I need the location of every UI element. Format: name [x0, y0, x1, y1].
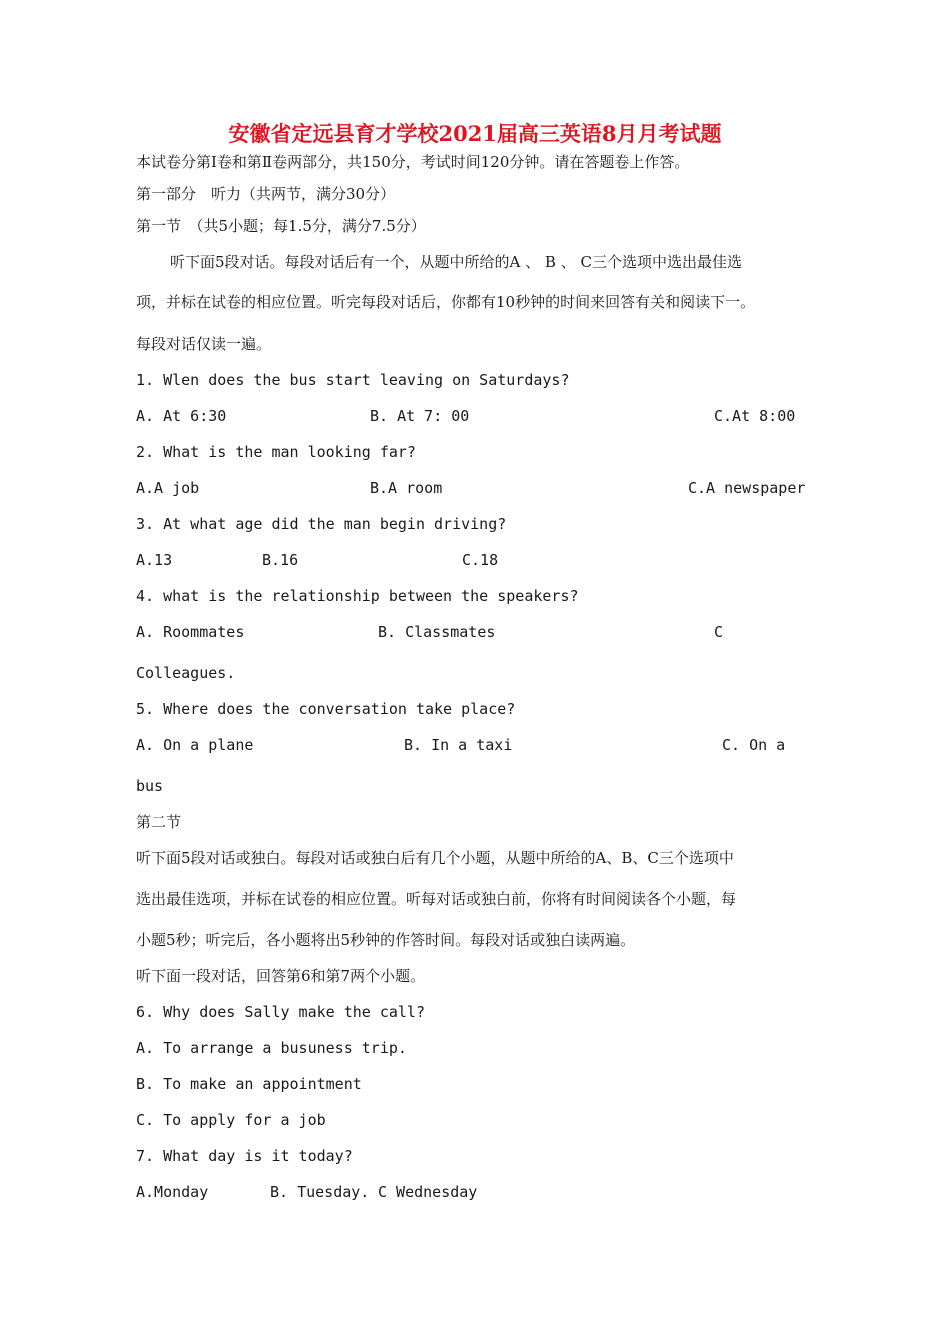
section-one-heading: 第一节 （共5小题；每1.5分，满分7.5分） [136, 217, 426, 235]
question-1-option-c: C.At 8:00 [714, 407, 796, 425]
question-1-option-b: B. At 7: 00 [370, 407, 470, 425]
section-two-instruction-line: 选出最佳选项，并标在试卷的相应位置。听每对话或独白前，你将有时间阅读各个小题，每 [136, 890, 737, 908]
question-6-option-b: B. To make an appointment [136, 1075, 362, 1093]
question-1-option-a: A. At 6:30 [136, 407, 227, 425]
question-3-option-a: A.13 [136, 551, 173, 569]
question-7-stem: 7. What day is it today? [136, 1147, 353, 1165]
question-3-stem: 3. At what age did the man begin driving? [136, 515, 507, 533]
question-4-option-c-label: C [714, 623, 724, 641]
question-2-option-c: C.A newspaper [688, 479, 806, 497]
exam-intro: 本试卷分第Ⅰ卷和第Ⅱ卷两部分，共150分，考试时间120分钟。请在答题卷上作答。 [136, 153, 690, 171]
question-7-option-c: C Wednesday [378, 1183, 478, 1201]
question-5-option-c: C. On a [722, 736, 786, 754]
document-title: 安徽省定远县育才学校2021届高三英语8月月考试题 [228, 121, 722, 146]
question-5-option-c-continued: bus [136, 777, 164, 795]
question-1-stem: 1. Wlen does the bus start leaving on Saturdays? [136, 371, 570, 389]
question-6-option-a: A. To arrange a busuness trip. [136, 1039, 407, 1057]
question-3-option-b: B.16 [262, 551, 299, 569]
question-4-option-c-text: Colleagues. [136, 664, 236, 682]
question-2-option-b: B.A room [370, 479, 443, 497]
part-one-heading: 第一部分 听力（共两节，满分30分） [136, 185, 396, 203]
section-two-heading: 第二节 [136, 813, 182, 831]
question-4-option-b: B. Classmates [378, 623, 496, 641]
question-6-stem: 6. Why does Sally make the call? [136, 1003, 425, 1021]
question-7-option-b: B. Tuesday. [270, 1183, 370, 1201]
question-7-option-a: A.Monday [136, 1183, 209, 1201]
question-5-option-b: B. In a taxi [404, 736, 513, 754]
section-one-instruction-line: 项，并标在试卷的相应位置。听完每段对话后，你都有10秒钟的时间来回答有关和阅读下一。 [136, 293, 756, 311]
question-3-option-c: C.18 [462, 551, 499, 569]
question-2-stem: 2. What is the man looking far? [136, 443, 416, 461]
question-2-option-a: A.A job [136, 479, 200, 497]
section-two-instruction-line: 听下面5段对话或独白。每段对话或独白后有几个小题，从题中所给的A、B、C三个选项中 [136, 849, 734, 867]
section-two-instruction-line: 小题5秒；听完后，各小题将出5秒钟的作答时间。每段对话或独白读两遍。 [136, 931, 636, 949]
question-5-option-a: A. On a plane [136, 736, 254, 754]
question-5-stem: 5. Where does the conversation take place? [136, 700, 516, 718]
dialogue-intro: 听下面一段对话，回答第6和第7两个小题。 [136, 967, 426, 985]
section-one-instruction-line: 听下面5段对话。每段对话后有一个，从题中所给的A 、 B 、 C三个选项中选出最佳选 [170, 253, 742, 271]
question-6-option-c: C. To apply for a job [136, 1111, 326, 1129]
question-4-option-a: A. Roommates [136, 623, 245, 641]
question-4-stem: 4. what is the relationship between the speakers? [136, 587, 579, 605]
section-one-instruction-line: 每段对话仅读一遍。 [136, 335, 272, 353]
